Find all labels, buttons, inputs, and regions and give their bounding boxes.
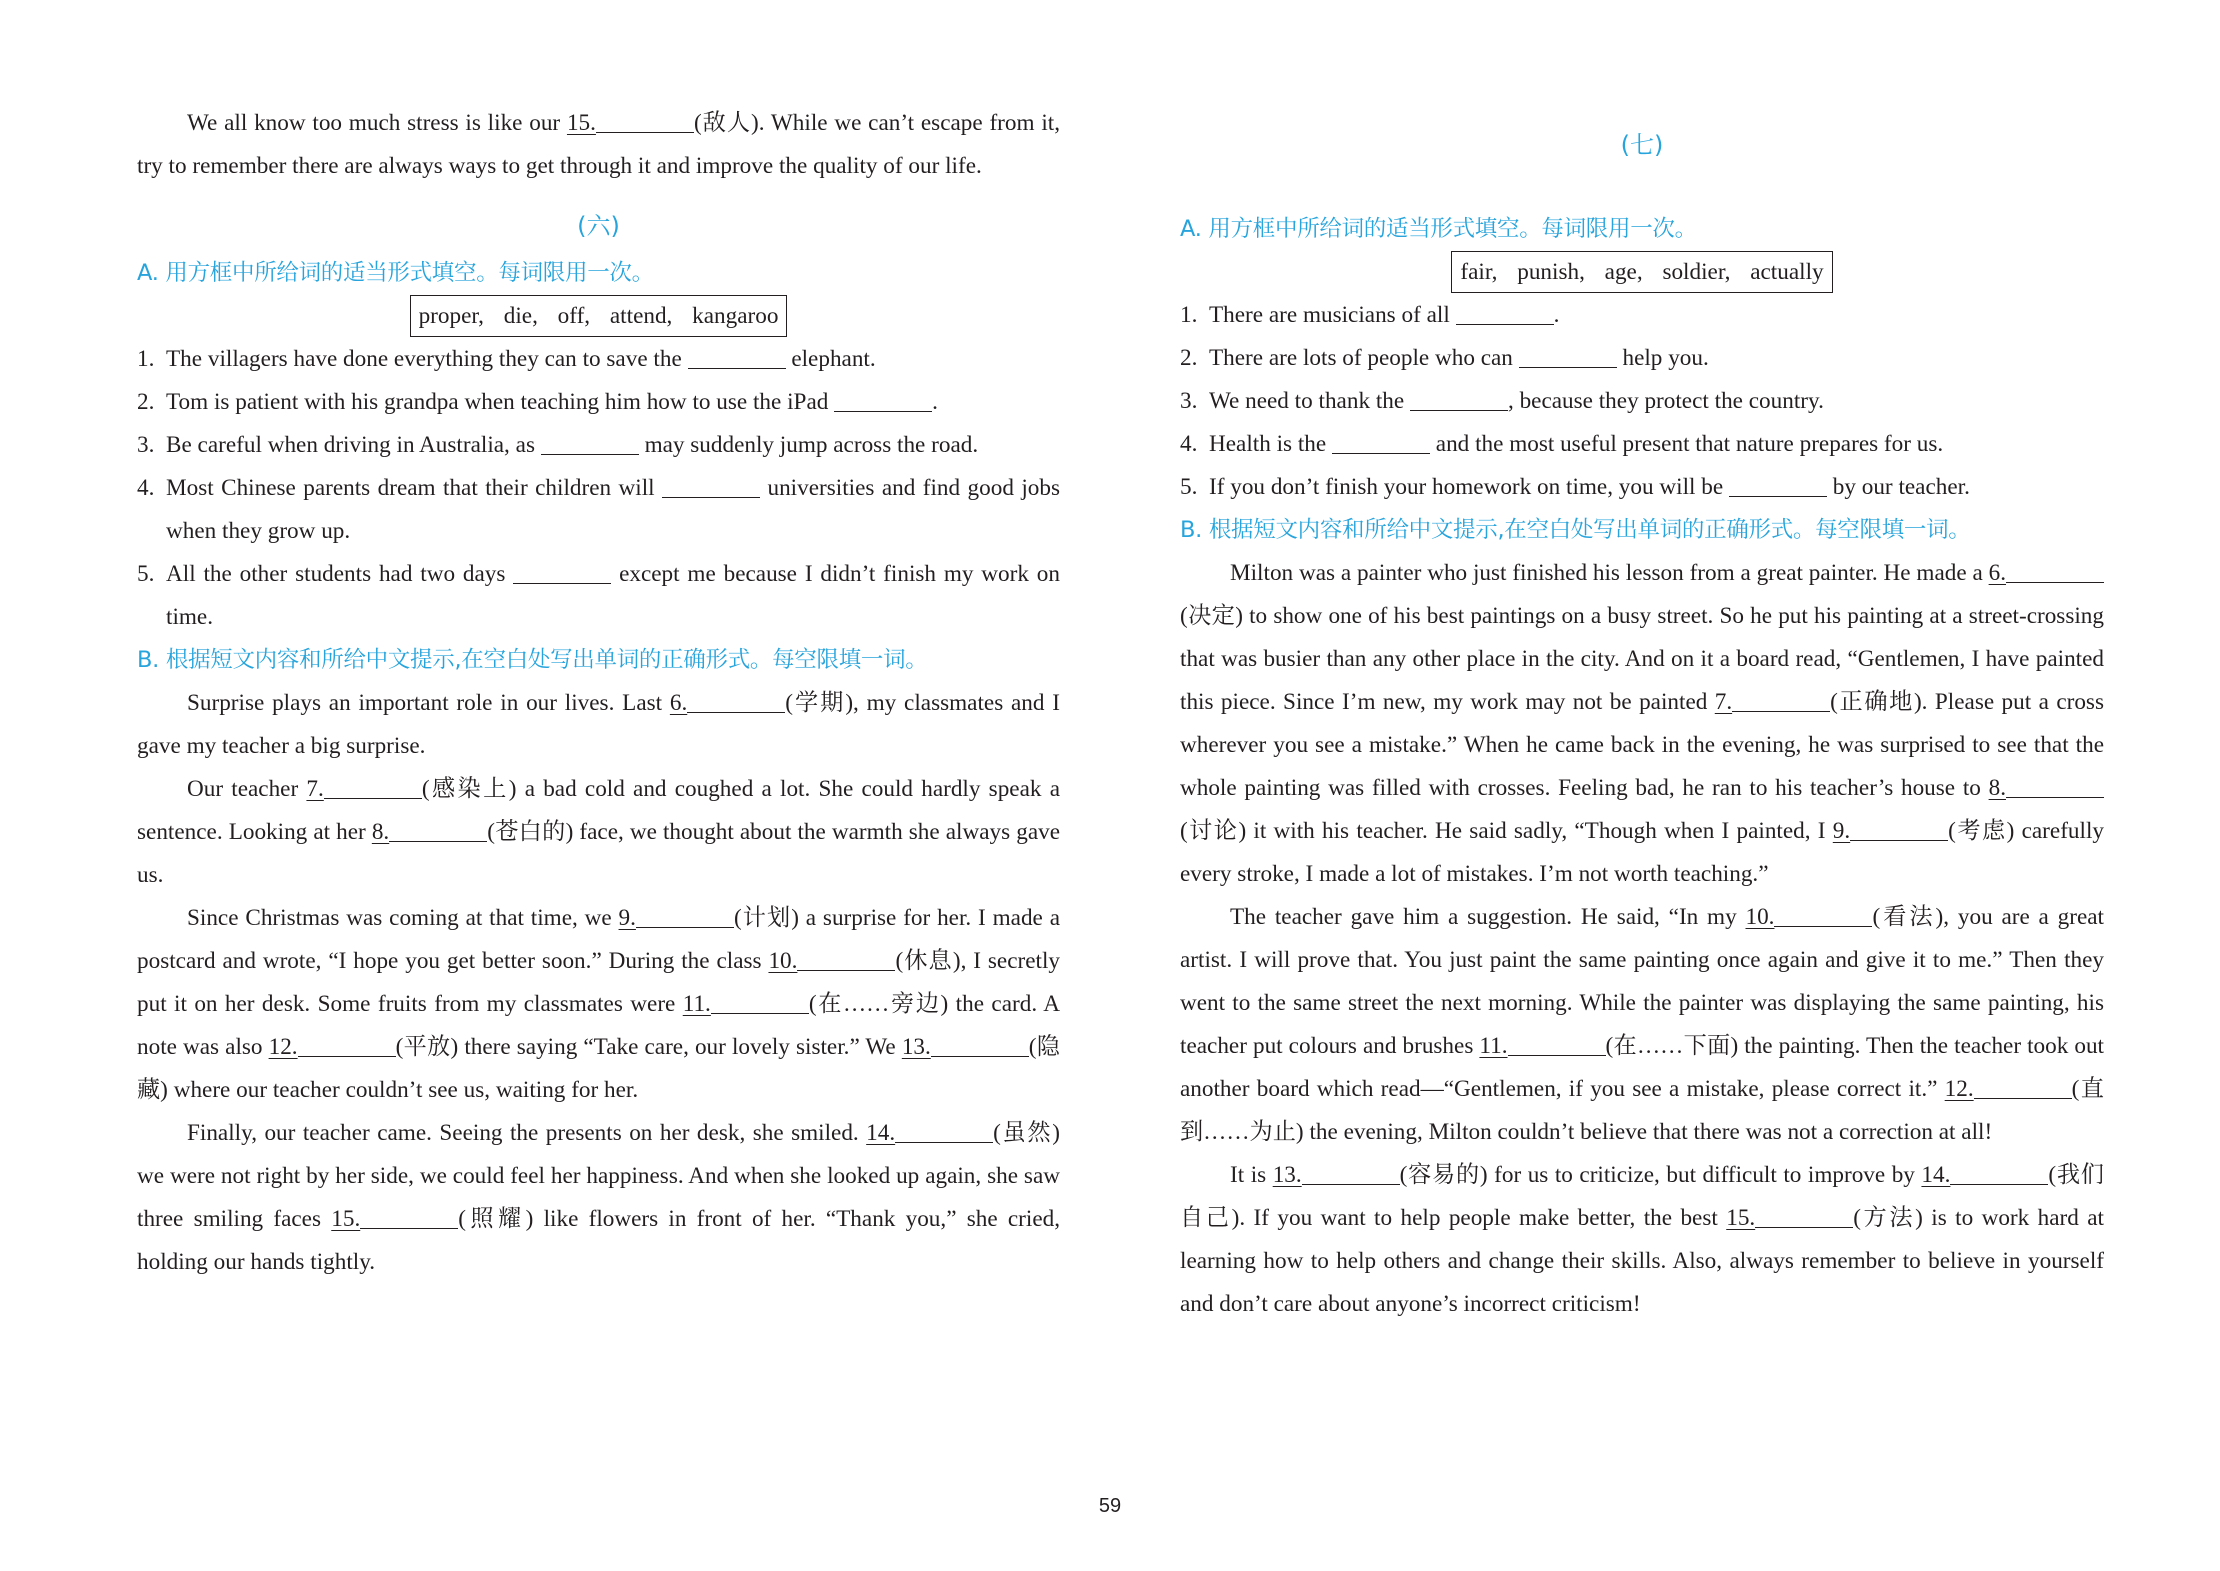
answer-blank: 15. — [567, 110, 694, 136]
word-box: fair, punish, age, soldier, actually — [1451, 251, 1832, 293]
exercise-item — [137, 381, 1060, 424]
passage-paragraph: The teacher gave him a suggestion. He said, “In my 10. (看法), you are a great artist. I will prove that. You just paint the same painting once again and give it to me.” Then they went to the same street the next morning. While the painter was displaying the same painting, his teacher put colours and brushes 11. (在……下面) the painting. Then the teacher took out another board which read—“Gentlemen, if you see a mistake, please correct it.” 12. (直到……为止) the evening, Milton couldn’t believe that there was not a correction at all! — [1180, 904, 2105, 1145]
item-text: Most Chinese parents dream that their children will universities and find good jobs when they grow up. — [166, 475, 1060, 544]
answer-blank: 6. — [670, 690, 785, 716]
answer-blank: 8. — [1989, 775, 2104, 801]
exercise-item — [137, 338, 1060, 381]
part-a-instruction: A. 用方框中所给词的适当形式填空。每词限用一次。 — [137, 260, 654, 286]
item-number: 5. — [1180, 474, 1198, 500]
blank-line — [931, 1034, 1029, 1057]
blank-line — [1732, 689, 1830, 712]
item-number: 5. — [137, 561, 155, 587]
blank-line — [711, 991, 809, 1014]
answer-blank: 7. — [1715, 689, 1830, 715]
item-text: We need to thank the , because they protect the country. — [1209, 388, 1824, 414]
blank-line — [389, 819, 487, 842]
blank-line — [324, 776, 422, 799]
blank-line — [1755, 1205, 1853, 1228]
item-text: There are lots of people who can help you. — [1209, 345, 1709, 371]
item-text: Be careful when driving in Australia, as may suddenly jump across the road. — [166, 432, 979, 458]
answer-blank: 15. — [1726, 1205, 1853, 1231]
part-a-instruction: A. 用方框中所给词的适当形式填空。每词限用一次。 — [1180, 216, 1697, 242]
blank-line — [687, 690, 785, 713]
word-box-row — [1180, 251, 2104, 294]
answer-blank — [1519, 345, 1617, 368]
answer-blank: 9. — [619, 905, 734, 931]
passage-paragraph: Milton was a painter who just finished his lesson from a great painter. He made a 6.(决定) to show one of his best paintings on a busy street. So he put his painting at a street-crossing that was busier than any other place in the city. And on it a board read, “Gentlemen, I have painted this piece. Since I’m new, my work may not be painted 7. (正确地). Please put a cross wherever you see a mistake.” When he came back in the evening, he was surprised to see that the whole painting was filled with crosses. Feeling bad, he ran to his teacher’s house to 8.(讨论) it with his teacher. He said sadly, “Though when I painted, I 9. (考虑) carefully every stroke, I made a lot of mistakes. I’m not worth teaching.” — [1180, 560, 2104, 887]
item-number: 2. — [137, 389, 155, 415]
answer-blank — [1332, 431, 1430, 454]
passage-paragraph: It is 13. (容易的) for us to criticize, but difficult to improve by 14. (我们自己). If you want to help people make better, the best 15. (方法) is to work hard at learning how to help others and change their skills. Also, always remember to believe in yourself and don’t care about anyone’s incorrect criticism! — [1180, 1162, 2104, 1317]
item-number: 2. — [1180, 345, 1198, 371]
blank-line — [360, 1206, 458, 1229]
item-number: 1. — [1180, 302, 1198, 328]
page-number: 59 — [1098, 1495, 1122, 1517]
answer-blank — [541, 432, 639, 455]
item-number: 1. — [137, 346, 155, 372]
exercise-item — [1180, 423, 2104, 466]
blank-line — [895, 1120, 993, 1143]
exercise-item — [1180, 337, 2104, 380]
answer-blank: 14. — [866, 1120, 993, 1146]
item-text: The villagers have done everything they can to save the elephant. — [166, 346, 876, 372]
blank-line — [636, 905, 734, 928]
blank-line — [1774, 904, 1872, 927]
item-number: 4. — [1180, 431, 1198, 457]
exercise-item — [1180, 380, 2104, 423]
item-text: Health is the and the most useful present that nature prepares for us. — [1209, 431, 1944, 457]
right-column — [1180, 125, 2104, 1326]
answer-blank: 8. — [372, 819, 487, 845]
blank-line — [1950, 1162, 2048, 1185]
answer-blank: 13. — [902, 1034, 1029, 1060]
blank-line — [2006, 775, 2104, 798]
intro-paragraph: We all know too much stress is like our 15. (敌人). While we can’t escape from it, try to remember there are always ways to get through it and improve the quality of our life. — [137, 110, 1060, 179]
blank-line — [1508, 1033, 1606, 1056]
item-text: All the other students had two days except me because I didn’t finish my work on time. — [166, 561, 1060, 630]
answer-blank — [834, 389, 932, 412]
passage-paragraph: Since Christmas was coming at that time, we 9. (计划) a surprise for her. I made a postcard and wrote, “I hope you get better soon.” During the class 10. (休息), I secretly put it on her desk. Some fruits from my classmates were 11. (在……旁边) the card. A note was also 12. (平放) there saying “Take care, our lovely sister.” We 13. (隐藏) where our teacher couldn’t see us, waiting for her. — [137, 905, 1061, 1103]
answer-blank: 6. — [1989, 560, 2104, 586]
blank-line — [2006, 560, 2104, 583]
item-number: 3. — [1180, 388, 1198, 414]
answer-blank — [1729, 474, 1827, 497]
exercise-item — [137, 467, 1060, 553]
item-text: If you don’t finish your homework on time, you will be by our teacher. — [1209, 474, 1970, 500]
passage-paragraph: Surprise plays an important role in our lives. Last 6. (学期), my classmates and I gave my teacher a big surprise. — [137, 690, 1060, 759]
part-b-instruction: B. 根据短文内容和所给中文提示,在空白处写出单词的正确形式。每空限填一词。 — [1180, 517, 1971, 543]
answer-blank: 10. — [768, 948, 895, 974]
item-text: There are musicians of all . — [1209, 302, 1560, 328]
answer-blank: 15. — [331, 1206, 458, 1232]
word-box-row — [137, 295, 1060, 338]
exercise-item — [137, 424, 1060, 467]
word-box: proper, die, off, attend, kangaroo — [410, 295, 788, 337]
answer-blank: 12. — [269, 1034, 396, 1060]
blank-line — [1302, 1162, 1400, 1185]
answer-blank — [688, 346, 786, 369]
passage-paragraph: Finally, our teacher came. Seeing the presents on her desk, she smiled. 14. (虽然) we were not right by her side, we could feel her happiness. And when she looked up again, she saw three smiling faces 15. (照耀) like flowers in front of her. “Thank you,” she cried, holding our hands tightly. — [137, 1120, 1060, 1275]
answer-blank: 10. — [1745, 904, 1872, 930]
answer-blank — [662, 475, 760, 498]
answer-blank: 9. — [1833, 818, 1948, 844]
answer-blank: 13. — [1273, 1162, 1400, 1188]
part-b-instruction: B. 根据短文内容和所给中文提示,在空白处写出单词的正确形式。每空限填一词。 — [137, 647, 928, 673]
answer-blank: 11. — [1479, 1033, 1605, 1059]
left-column — [137, 102, 1060, 1284]
exercise-item — [1180, 294, 2104, 337]
exercise-item — [1180, 466, 2104, 509]
item-number: 3. — [137, 432, 155, 458]
section-heading-7: (七) — [1620, 131, 1664, 159]
answer-blank: 12. — [1945, 1076, 2072, 1102]
answer-blank — [1410, 388, 1508, 411]
answer-blank: 14. — [1921, 1162, 2048, 1188]
item-text: Tom is patient with his grandpa when teaching him how to use the iPad . — [166, 389, 938, 415]
blank-line — [1850, 818, 1948, 841]
blank-line — [1974, 1076, 2072, 1099]
blank-line — [797, 948, 895, 971]
answer-blank — [513, 561, 611, 584]
passage-paragraph: Our teacher 7. (感染上) a bad cold and coughed a lot. She could hardly speak a sentence. Looking at her 8. (苍白的) face, we thought about the warmth she always gave us. — [137, 776, 1060, 888]
answer-blank: 11. — [683, 991, 809, 1017]
section-heading-6: (六) — [577, 212, 620, 240]
exercise-item — [137, 553, 1060, 639]
blank-line — [596, 110, 694, 133]
item-number: 4. — [137, 475, 155, 501]
blank-line — [298, 1034, 396, 1057]
answer-blank: 7. — [306, 776, 421, 802]
answer-blank — [1456, 302, 1554, 325]
